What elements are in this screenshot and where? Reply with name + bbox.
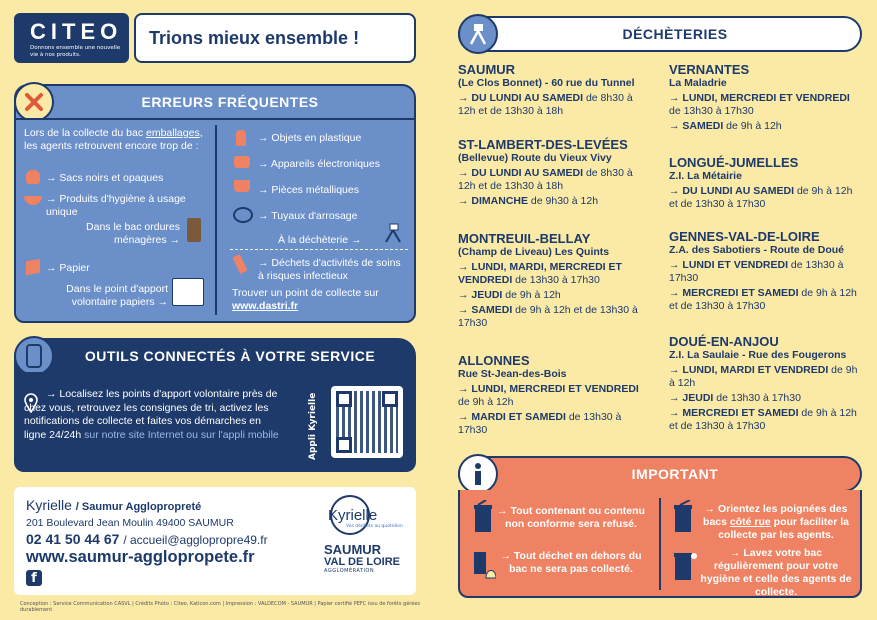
dasri-link[interactable]: www.dastri.fr [232, 300, 299, 312]
paper-icon [26, 259, 40, 275]
bin-handle-icon [672, 500, 694, 534]
site-hours: → MARDI ET SAMEDI de 13h30 à 17h30 [458, 411, 622, 436]
decheterie-site [669, 229, 861, 313]
site-address: La Maladrie [669, 77, 727, 89]
site-address: (Le Clos Bonnet) - 60 rue du Tunnel [458, 77, 635, 89]
site-hours: → LUNDI, MARDI, MERCREDI ET VENDREDI de 13h30 à 17h30 [458, 261, 622, 286]
facebook-icon[interactable]: f [26, 570, 42, 586]
plastic-bottle-icon [236, 130, 246, 146]
decheterie-site [458, 353, 650, 437]
important-divider [659, 498, 661, 590]
decheterie-site [669, 62, 861, 133]
erreur-sacs: → Sacs noirs et opaques [46, 172, 164, 184]
clean-bin-icon [672, 548, 698, 584]
decheterie-icon [384, 222, 402, 244]
decheterie-site [458, 137, 650, 208]
erreur-metal: → Pièces métalliques [258, 184, 359, 196]
site-hours: → LUNDI, MERCREDI ET VENDREDI de 13h30 à 17h30 [669, 92, 850, 117]
site-city: GENNES-VAL-DE-LOIRE [669, 229, 820, 244]
contact-email[interactable]: / accueil@agglopropre49.fr [123, 533, 268, 547]
decheterie-site [458, 62, 650, 118]
page-title-box [134, 13, 416, 63]
site-hours: → SAMEDI de 9h à 12h et de 13h30 à 17h30 [458, 304, 638, 329]
page-title: Trions mieux ensemble ! [149, 28, 360, 48]
erreurs-divider [215, 125, 217, 315]
site-hours: → JEUDI de 13h30 à 17h30 [669, 392, 801, 404]
contact-card [14, 487, 416, 595]
erreur-electronique: → Appareils électroniques [258, 158, 380, 170]
credits: Conception : Service Communication CASVL | Crédits Photo : Citeo, Katicon.com | Impression : VALDECOM - SAUMUR | Papier certifié PEFC issu de forêts gérées durablement [20, 601, 420, 613]
site-address: Z.I. La Métairie [669, 170, 742, 182]
pan-icon [234, 180, 250, 192]
site-hours: → LUNDI, MERCREDI ET VENDREDI de 9h à 12h [458, 383, 639, 408]
erreurs-title: ERREURS FRÉQUENTES [141, 94, 319, 110]
decheteries-header [458, 16, 862, 52]
site-city: SAUMUR [458, 62, 516, 77]
site-hours: → DU LUNDI AU SAMEDI de 9h à 12h et de 13h30 à 17h30 [669, 185, 853, 210]
saumur-agglo-logo: SAUMUR VAL DE LOIRE AGGLOMÉRATION [324, 542, 400, 574]
camera-icon [234, 156, 250, 168]
decheteries-title: DÉCHÈTERIES [622, 26, 728, 42]
site-hours: → MERCREDI ET SAMEDI de 9h à 12h et de 13h30 à 17h30 [669, 287, 857, 312]
outils-header [14, 338, 416, 374]
site-hours: → JEUDI de 9h à 12h [458, 289, 561, 301]
kyrielle-logo: Kyrielle Vos déchets au quotidien [324, 495, 406, 535]
site-hours: → MERCREDI ET SAMEDI de 9h à 12h et de 13h30 à 17h30 [669, 407, 857, 432]
erreurs-header [14, 84, 416, 120]
citeo-logo [14, 13, 129, 63]
site-city: VERNANTES [669, 62, 750, 77]
site-hours: → DU LUNDI AU SAMEDI de 8h30 à 12h et de 13h30 à 18h [458, 92, 633, 117]
trash-bin-icon [187, 218, 201, 242]
full-bin-icon [472, 500, 494, 534]
citeo-tagline: Donnons ensemble une nouvelle vie à nos produits. [30, 45, 121, 58]
decheterie-header-icon [458, 14, 498, 54]
erreur-papier: → Papier [46, 262, 90, 274]
important-title: IMPORTANT [631, 466, 719, 482]
citeo-wordmark: CITEO [30, 19, 123, 44]
site-city: DOUÉ-EN-ANJOU [669, 334, 779, 349]
dasri-find: Trouver un point de collecte sur www.dastri.fr [232, 287, 379, 312]
site-address: Z.I. La Saulaie - Rue des Fougerons [669, 349, 847, 361]
contact-phone[interactable]: 02 41 50 44 67 [26, 531, 120, 547]
site-hours: → DIMANCHE de 9h30 à 12h [458, 195, 599, 207]
contact-org-line: Kyrielle / Saumur Agglopropreté [26, 497, 202, 513]
important-poignees: → Orientez les poignées des bacs côté rue pour faciliter la collecte par les agents. [703, 503, 849, 541]
black-bag-icon [26, 170, 40, 184]
site-address: Z.A. des Sabotiers - Route de Doué [669, 244, 845, 256]
bac-om-label: Dans le bac ordures ménagères → [86, 221, 180, 246]
site-address: Rue St-Jean-des-Bois [458, 368, 567, 380]
qr-label: Appli Kyrielle [308, 392, 318, 460]
site-city: LONGUÉ-JUMELLES [669, 155, 799, 170]
outils-title: OUTILS CONNECTÉS À VOTRE SERVICE [84, 348, 376, 364]
erreurs-intro: Lors de la collecte du bac emballages, les agents retrouvent encore trop de : [24, 127, 203, 152]
erreur-tuyaux: → Tuyaux d'arrosage [258, 210, 358, 222]
error-x-icon [14, 82, 54, 122]
important-header [458, 456, 862, 492]
site-city: MONTREUIL-BELLAY [458, 231, 591, 246]
pav-papier-label: Dans le point d'apport volontaire papiers → [66, 283, 168, 308]
decheterie-site [669, 334, 861, 433]
contact-website[interactable]: www.saumur-agglopropete.fr [26, 548, 255, 566]
site-hours: → LUNDI ET VENDREDI de 13h30 à 17h30 [669, 259, 844, 284]
site-hours: → DU LUNDI AU SAMEDI de 8h30 à 12h et de 13h30 à 18h [458, 167, 633, 192]
site-city: ALLONNES [458, 353, 530, 368]
important-hors-bac: → Tout déchet en dehors du bac ne sera pas collecté. [500, 550, 642, 575]
important-laver: → Lavez votre bac régulièrement pour votre hygiène et celle des agents de collecte. [700, 547, 852, 598]
site-address: (Bellevue) Route du Vieux Vivy [458, 152, 612, 164]
qr-code[interactable] [331, 386, 403, 458]
outils-text: → Localisez les points d'apport volontaire près de chez vous, retrouvez les consignes de tri, activez les notifications de collecte et faites vos démarches en ligne 24/24h sur notre site Internet ou sur l'appli mobile [24, 388, 279, 441]
a-la-decheterie-label: À la déchèterie → [278, 234, 362, 246]
smartphone-icon [14, 336, 54, 376]
erreur-hygiene: → Produits d'hygiène à usage unique [46, 193, 186, 218]
info-icon [458, 454, 498, 494]
contact-address: 201 Boulevard Jean Moulin 49400 SAUMUR [26, 517, 234, 529]
important-refus: → Tout contenant ou contenu non conforme sera refusé. [497, 505, 645, 530]
site-hours: → SAMEDI de 9h à 12h [669, 120, 782, 132]
contact-phone-email [26, 531, 268, 547]
site-hours: → LUNDI, MARDI ET VENDREDI de 9h à 12h [669, 364, 858, 389]
hose-icon [233, 207, 253, 223]
bag-outside-bin-icon [472, 548, 496, 582]
decheterie-site [458, 231, 650, 330]
pav-container-icon [172, 278, 204, 306]
erreur-plastique: → Objets en plastique [258, 132, 362, 144]
erreur-dasri: → Déchets d'activités de soins à risques infectieux [258, 257, 401, 282]
site-city: ST-LAMBERT-DES-LEVÉES [458, 137, 628, 152]
decheterie-site [669, 155, 861, 211]
site-address: (Champ de Liveau) Les Quints [458, 246, 610, 258]
dashed-separator [230, 249, 408, 251]
